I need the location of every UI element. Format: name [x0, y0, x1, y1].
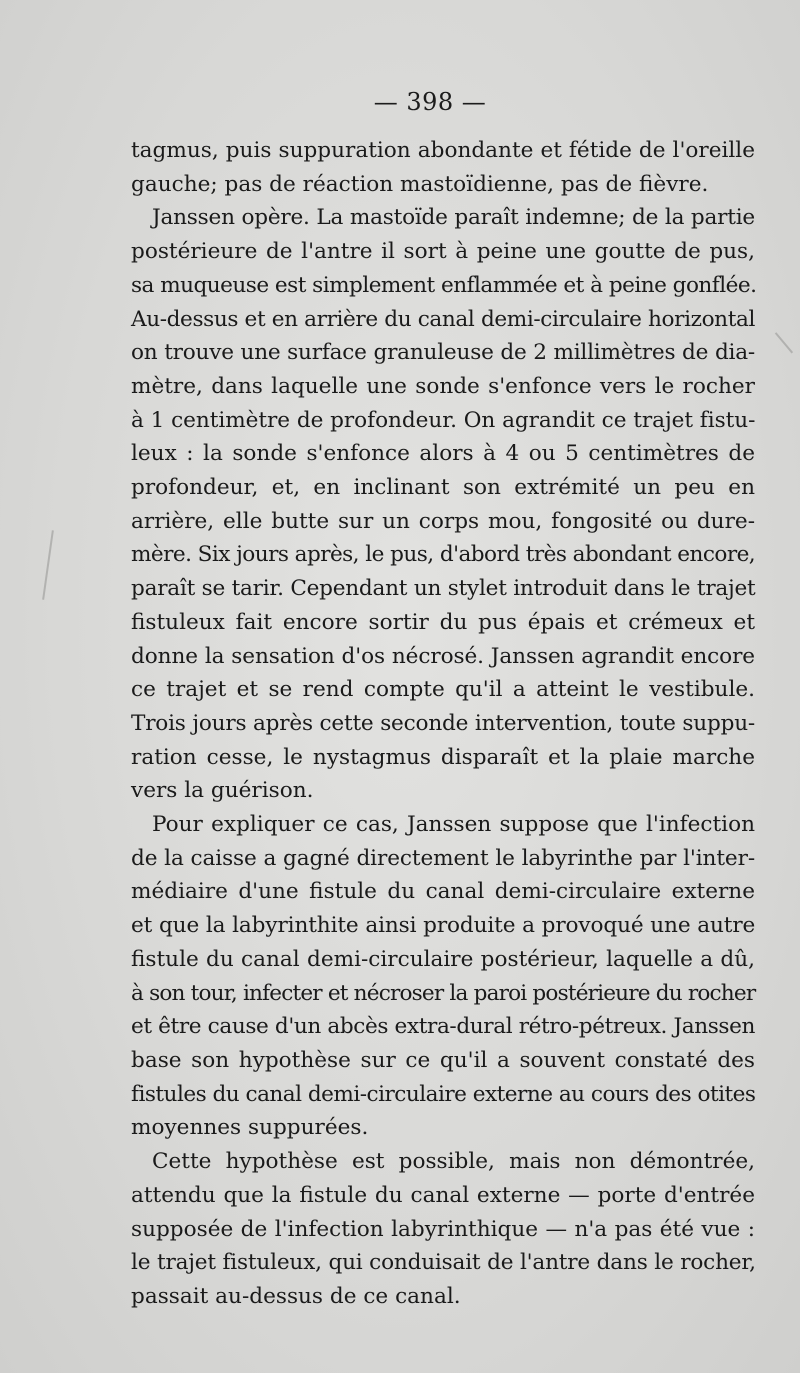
text-line: tagmus, puis suppuration abondante et fétide de l'oreille [131, 138, 755, 163]
text-line: à son tour, infecter et nécroser la paroi postérieure du rocher [131, 980, 756, 1006]
text-line: moyennes suppurées. [131, 1115, 369, 1141]
text-line: à 1 centimètre de profondeur. On agrandit ce trajet fistu- [131, 407, 756, 433]
text-line: de la caisse a gagné directement le labyrinthe par l'inter- [131, 845, 756, 871]
body-text [131, 134, 755, 1314]
text-line: ce trajet et se rend compte qu'il a atteint le vestibule. [131, 677, 755, 703]
text-line: Au-dessus et en arrière du canal demi-circulaire horizontal [131, 306, 755, 332]
text-line: Trois jours après cette seconde intervention, toute suppu- [131, 710, 755, 736]
text-line: supposée de l'infection labyrinthique — n'a pas été vue : [131, 1216, 755, 1242]
text-line: base son hypothèse sur ce qu'il a souvent constaté des [131, 1047, 755, 1073]
text-line: mère. Six jours après, le pus, d'abord très abondant encore, [131, 542, 756, 568]
text-line: et que la labyrinthite ainsi produite a provoqué une autre [131, 913, 756, 939]
text-line: gauche; pas de réaction mastoïdienne, pas de fièvre. [131, 171, 709, 197]
text-line: passait au-dessus de ce canal. [131, 1283, 461, 1309]
text-line: vers la guérison. [131, 778, 314, 804]
text-line: Janssen opère. La mastoïde paraît indemne; de la partie [152, 205, 755, 231]
margin-mark [42, 530, 53, 600]
text-line: leux : la sonde s'enfonce alors à 4 ou 5 centimètres de [131, 441, 755, 467]
text-line: fistules du canal demi-circulaire externe au cours des otites [131, 1081, 756, 1107]
text-line: sa muqueuse est simplement enflammée et à peine gonflée. [131, 272, 757, 298]
text-line: arrière, elle butte sur un corps mou, fongosité ou dure- [131, 508, 755, 534]
paragraph [131, 134, 755, 201]
text-line: et être cause d'un abcès extra-dural rétro-pétreux. Janssen [131, 1014, 756, 1040]
text-line: mètre, dans laquelle une sonde s'enfonce vers le rocher [131, 373, 755, 399]
text-line: Pour expliquer ce cas, Janssen suppose que l'infection [152, 812, 755, 838]
text-line: donne la sensation d'os nécrosé. Janssen agrandit encore [131, 643, 755, 669]
text-line: profondeur, et, en inclinant son extrémité un peu en [131, 475, 755, 501]
text-line: postérieure de l'antre il sort à peine une goutte de pus, [131, 239, 755, 265]
text-line: paraît se tarir. Cependant un stylet introduit dans le trajet [131, 576, 756, 602]
text-line: le trajet fistuleux, qui conduisait de l'antre dans le rocher, [131, 1250, 756, 1276]
paragraph [131, 201, 755, 808]
paragraph [131, 808, 755, 1145]
text-line: attendu que la fistule du canal externe — porte d'entrée [131, 1182, 755, 1208]
text-line: on trouve une surface granuleuse de 2 millimètres de dia- [131, 340, 755, 366]
page-number: — 398 — [373, 88, 487, 116]
text-line: fistule du canal demi-circulaire postérieur, laquelle a dû, [131, 946, 755, 972]
text-line: ration cesse, le nystagmus disparaît et la plaie marche [131, 744, 755, 770]
text-line: fistuleux fait encore sortir du pus épais et crémeux et [131, 609, 755, 635]
text-line: Cette hypothèse est possible, mais non démontrée, [152, 1149, 755, 1175]
text-line: médiaire d'une fistule du canal demi-circulaire externe [131, 879, 755, 905]
margin-mark [775, 333, 793, 354]
paragraph [131, 1145, 755, 1314]
